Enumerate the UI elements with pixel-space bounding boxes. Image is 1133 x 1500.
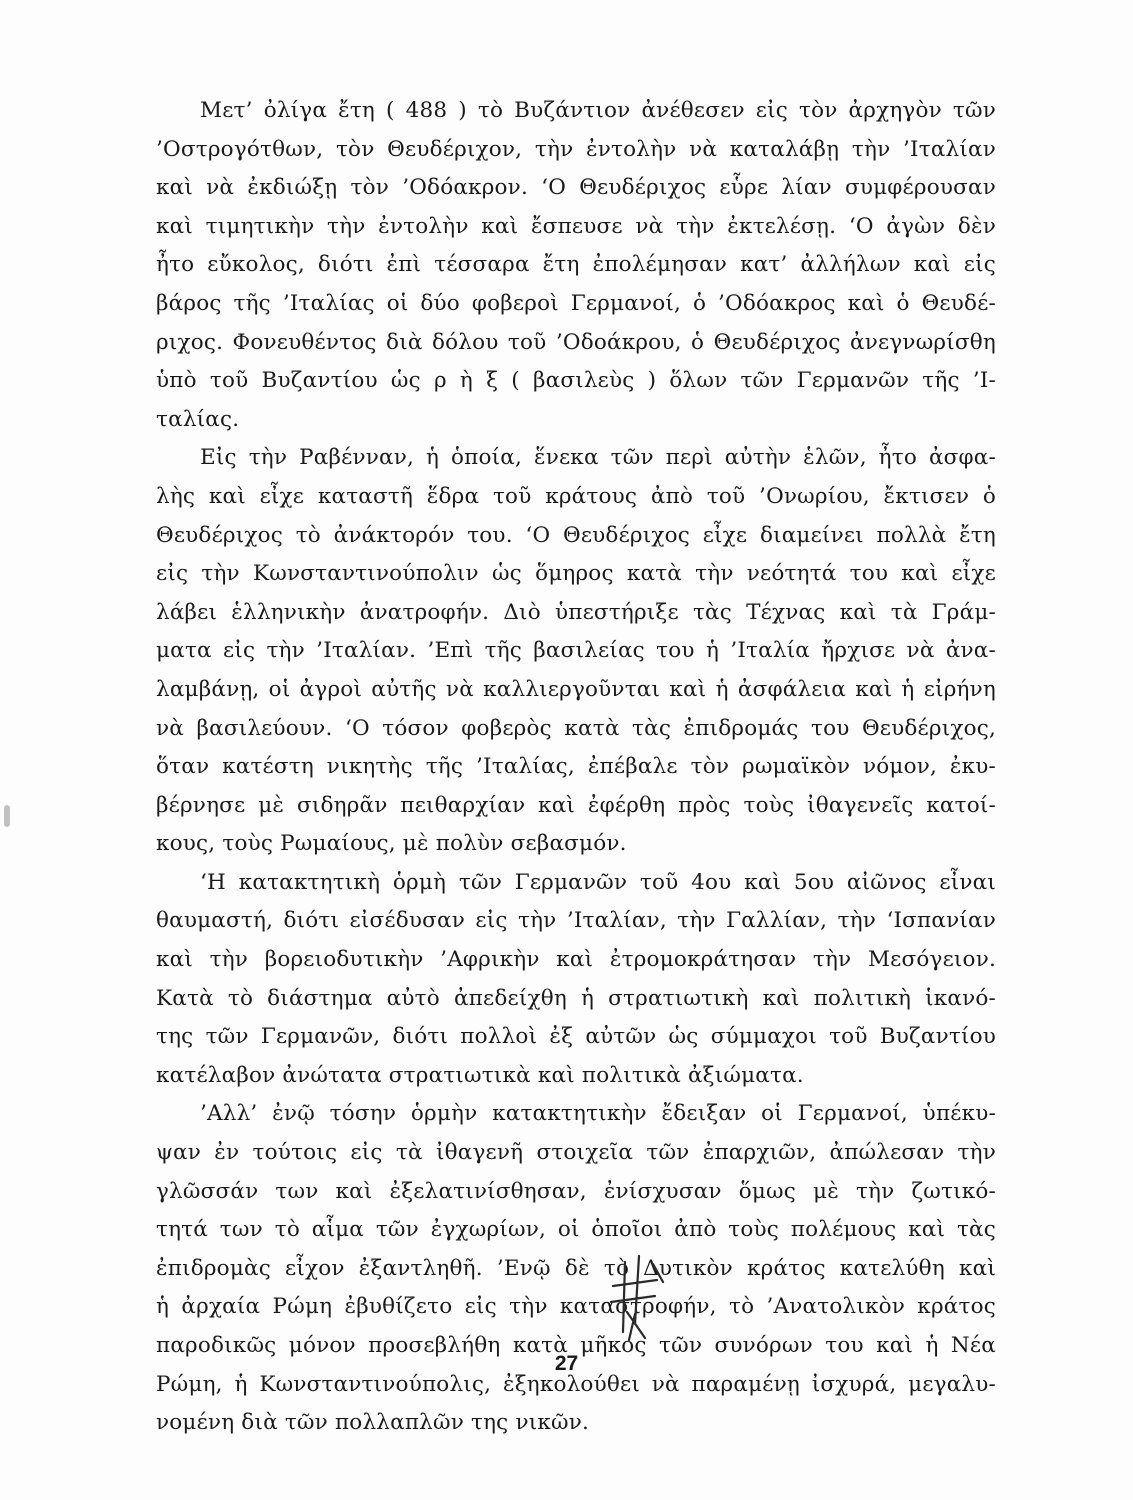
text-line: λάβει ἑλληνικὴν ἀνατροφήν. Διὸ ὑπεστήριξε τὰς Τέχνας καὶ τὰ Γράμ- bbox=[156, 599, 996, 625]
text-line: Εἰς τὴν Ραβένναν, ἡ ὁποία, ἕνεκα τῶν περὶ αὐτὴν ἑλῶν, ἦτο ἀσφα- bbox=[200, 445, 996, 471]
text-line: λαμβάνῃ, οἱ ἀγροὶ αὐτῆς νὰ καλλιεργοῦνται καὶ ἡ ἀσφάλεια καὶ ἡ εἰρήνη bbox=[156, 676, 996, 702]
text-line: ἦτο εὔκολος, διότι ἐπὶ τέσσαρα ἔτη ἐπολέμησαν κατ’ ἀλλήλων καὶ εἰς bbox=[156, 252, 996, 278]
text-line: ματα εἰς τὴν ’Ιταλίαν. ’Επὶ τῆς βασιλείας του ἡ ’Ιταλία ἤρχισε νὰ ἀνα- bbox=[156, 638, 996, 664]
text-line: βάρος τῆς ’Ιταλίας οἱ δύο φοβεροὶ Γερμανοί, ὁ ’Οδόακρος καὶ ὁ Θευδέ- bbox=[156, 290, 996, 316]
text-line: ἐπιδρομὰς εἶχον ἐξαντληθῆ. ’Ενῷ δὲ τὸ Δυτικὸν κράτος κατελύθη καὶ bbox=[156, 1255, 996, 1281]
text-line: ’Αλλ’ ἐνῷ τόσην ὁρμὴν κατακτητικὴν ἔδειξαν οἱ Γερμανοί, ὑπέκυ- bbox=[200, 1101, 996, 1127]
text-line: ’Οστρογότθων, τὸν Θευδέριχον, τὴν ἐντολὴν νὰ καταλάβῃ τὴν ’Ιταλίαν bbox=[156, 136, 996, 162]
page-number: 27 bbox=[554, 1352, 579, 1375]
text-line: νομένη διὰ τῶν πολλαπλῶν της νικῶν. bbox=[156, 1410, 590, 1436]
text-line: καὶ τιμητικὴν τὴν ἐντολὴν καὶ ἔσπευσε νὰ τὴν ἐκτελέσῃ. ‘Ο ἀγὼν δὲν bbox=[156, 213, 996, 239]
text-line: της τῶν Γερμανῶν, διότι πολλοὶ ἐξ αὐτῶν ὡς σύμμαχοι τοῦ Βυζαντίου bbox=[156, 1024, 996, 1050]
text-line: ἡ ἀρχαία Ρώμη ἐβυθίζετο εἰς τὴν καταστροφήν, τὸ ’Ανατολικὸν κράτος bbox=[156, 1294, 996, 1320]
text-line: ριχος. Φονευθέντος διὰ δόλου τοῦ ’Οδοάκρου, ὁ Θευδέριχος ἀνεγνωρίσθη bbox=[156, 329, 996, 355]
text-line: Κατὰ τὸ διάστημα αὐτὸ ἀπεδείχθη ἡ στρατιωτικὴ καὶ πολιτικὴ ἱκανό- bbox=[156, 985, 996, 1011]
body-text bbox=[156, 92, 996, 1443]
text-line: παροδικῶς μόνον προσεβλήθη κατὰ μῆκος τῶν συνόρων του καὶ ἡ Νέα bbox=[156, 1333, 996, 1358]
text-line: ψαν ἐν τούτοις εἰς τὰ ἰθαγενῆ στοιχεῖα τῶν ἐπαρχιῶν, ἀπώλεσαν τὴν bbox=[156, 1140, 996, 1166]
end-mark-scribble bbox=[605, 1252, 675, 1342]
text-line: γλῶσσάν των καὶ ἐξελατινίσθησαν, ἐνίσχυσαν ὅμως μὲ τὴν ζωτικό- bbox=[156, 1178, 996, 1204]
text-line: ὑπὸ τοῦ Βυζαντίου ὡς ρ ὴ ξ ( βασιλεὺς ) ὅλων τῶν Γερμανῶν τῆς ’Ι- bbox=[156, 368, 996, 394]
text-line: ‘Η κατακτητικὴ ὁρμὴ τῶν Γερμανῶν τοῦ 4ου καὶ 5ου αἰῶνος εἶναι bbox=[200, 869, 996, 895]
text-line: καὶ τὴν βορειοδυτικὴν ’Αφρικὴν καὶ ἐτρομοκράτησαν τὴν Μεσόγειον. bbox=[156, 947, 996, 973]
text-line: Θευδέριχος τὸ ἀνάκτορόν του. ‘Ο Θευδέριχος εἶχε διαμείνει πολλὰ ἔτη bbox=[156, 522, 996, 548]
text-line: ὅταν κατέστη νικητὴς τῆς ’Ιταλίας, ἐπέβαλε τὸν ρωμαϊκὸν νόμον, ἐκυ- bbox=[156, 754, 996, 780]
text-line: Ρώμη, ἡ Κωνσταντινούπολις, ἐξηκολούθει νὰ παραμένῃ ἰσχυρά, μεγαλυ- bbox=[156, 1371, 996, 1397]
text-line: κατέλαβον ἀνώτατα στρατιωτικὰ καὶ πολιτικὰ ἀξιώματα. bbox=[156, 1062, 804, 1088]
text-line: νὰ βασιλεύουν. ‘Ο τόσον φοβερὸς κατὰ τὰς ἐπιδρομάς του Θευδέριχος, bbox=[156, 715, 996, 741]
text-line: Μετ’ ὀλίγα ἔτη ( 488 ) τὸ Βυζάντιον ἀνέθεσεν εἰς τὸν ἀρχηγὸν τῶν bbox=[200, 98, 996, 123]
text-line: θαυμαστή, διότι εἰσέδυσαν εἰς τὴν ’Ιταλίαν, τὴν Γαλλίαν, τὴν ‘Ισπανίαν bbox=[156, 908, 996, 934]
text-line: εἰς τὴν Κωνσταντινούπολιν ὡς ὅμηρος κατὰ τὴν νεότητά του καὶ εἶχε bbox=[156, 561, 996, 587]
text-line: ταλίας. bbox=[156, 406, 240, 432]
text-line: λὴς καὶ εἶχε καταστῆ ἕδρα τοῦ κράτους ἀπὸ τοῦ ’Ονωρίου, ἔκτισεν ὁ bbox=[156, 483, 996, 509]
text-line: κους, τοὺς Ρωμαίους, μὲ πολὺν σεβασμόν. bbox=[156, 831, 627, 857]
text-line: καὶ νὰ ἐκδιώξῃ τὸν ’Οδόακρον. ‘Ο Θευδέριχος εὗρε λίαν συμφέρουσαν bbox=[156, 175, 996, 201]
binding-mark bbox=[4, 805, 10, 827]
text-line: βέρνησε μὲ σιδηρᾶν πειθαρχίαν καὶ ἐφέρθη πρὸς τοὺς ἰθαγενεῖς κατοί- bbox=[156, 792, 996, 818]
text-line: τητά των τὸ αἷμα τῶν ἐγχωρίων, οἱ ὁποῖοι ἀπὸ τοὺς πολέμους καὶ τὰς bbox=[156, 1217, 996, 1243]
